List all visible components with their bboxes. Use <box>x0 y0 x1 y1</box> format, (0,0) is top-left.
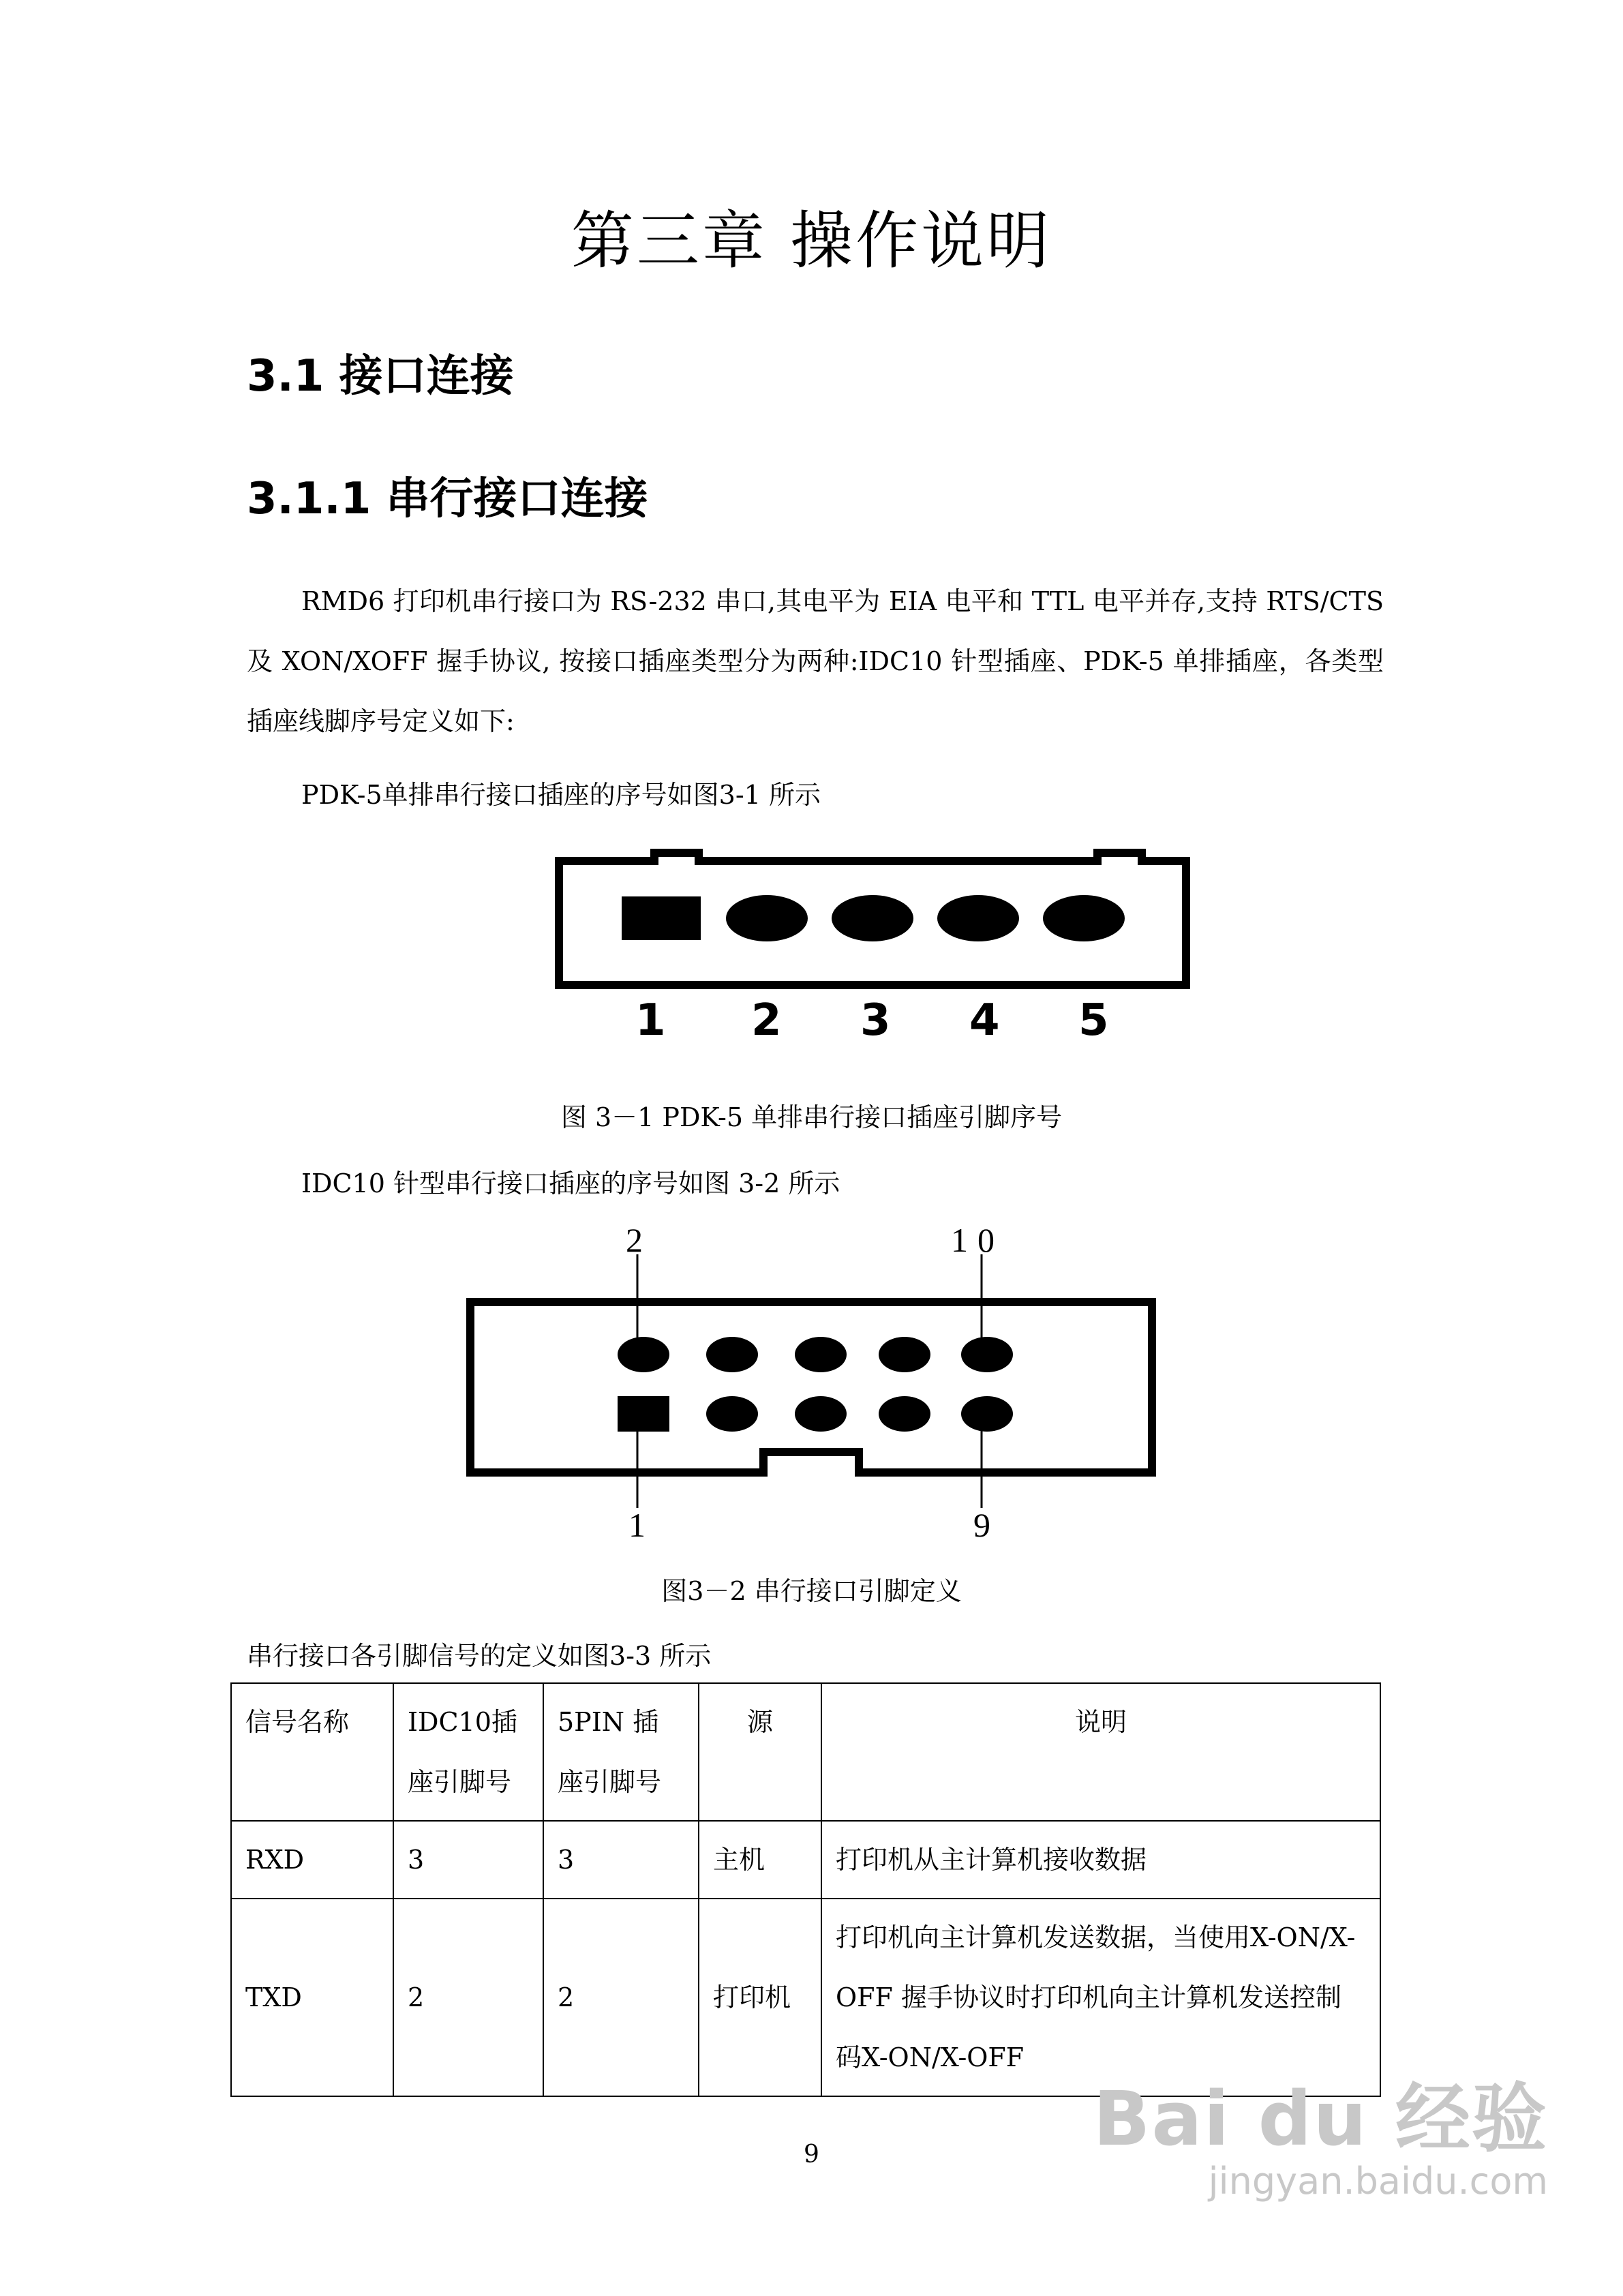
idc-label-bottom-right: 9 <box>973 1506 990 1544</box>
idc-pin-8 <box>879 1337 930 1372</box>
cell-5pin-pin: 2 <box>543 1899 699 2096</box>
section-heading: 3.1 接口连接 <box>247 351 514 402</box>
cell-source: 主机 <box>699 1821 821 1899</box>
chapter-title: 第三章 操作说明 <box>571 205 1052 277</box>
baidu-jingyan-watermark <box>1093 2059 1548 2203</box>
header-source: 源 <box>699 1683 821 1821</box>
header-5pin-pin: 5PIN 插座引脚号 <box>543 1683 699 1821</box>
intro-paragraph <box>247 571 1384 751</box>
pdk5-pin-label-4: 4 <box>969 995 1000 1046</box>
header-idc10-pin: IDC10插座引脚号 <box>393 1683 543 1821</box>
pdk-reference-text: PDK-5单排串行接口插座的序号如图3-1 所示 <box>301 780 821 810</box>
idc-pin-4 <box>706 1337 758 1372</box>
cell-description: 打印机从主计算机接收数据 <box>821 1821 1380 1899</box>
cell-source: 打印机 <box>699 1899 821 2096</box>
signal-definition-table <box>230 1682 1381 2097</box>
cell-signal: TXD <box>231 1899 393 2096</box>
pdk5-pin-label-3: 3 <box>860 995 891 1046</box>
idc-pin-5 <box>795 1396 847 1432</box>
idc-pin-6 <box>795 1337 847 1372</box>
watermark-logo: Bai du 经验 <box>1093 2075 1548 2162</box>
header-signal-name: 信号名称 <box>231 1683 393 1821</box>
pdk5-pin-1-square <box>622 896 701 940</box>
pdk5-pin-5 <box>1043 895 1125 941</box>
cell-description: 打印机向主计算机发送数据，当使用X-ON/X-OFF 握手协议时打印机向主计算机发送控制码X-ON/X-OFF <box>821 1899 1380 2096</box>
pdk5-pin-label-2: 2 <box>751 995 782 1046</box>
watermark-url: jingyan.baidu.com <box>1208 2160 1548 2203</box>
table-reference-text: 串行接口各引脚信号的定义如图3-3 所示 <box>247 1641 712 1671</box>
cell-idc10-pin: 2 <box>393 1899 543 2096</box>
pdk5-pin-3 <box>832 895 913 941</box>
intro-text: RMD6 打印机串行接口为 RS-232 串口,其电平为 EIA 电平和 TTL 电平并存,支持 RTS/CTS 及 XON/XOFF 握手协议, 按接口插座类型分为两种:IDC10 针型插座、PDK-5 单排插座，各类型插座线脚序号定义如下: <box>247 586 1384 736</box>
idc-pin-9 <box>961 1396 1013 1432</box>
idc-pin-2 <box>618 1337 669 1372</box>
pdk5-pin-label-5: 5 <box>1078 995 1109 1046</box>
pdk5-pin-label-1: 1 <box>635 995 666 1046</box>
page-number: 9 <box>804 2141 819 2169</box>
cell-5pin-pin: 3 <box>543 1821 699 1899</box>
cell-idc10-pin: 3 <box>393 1821 543 1899</box>
header-description: 说明 <box>821 1683 1380 1821</box>
subsection-heading: 3.1.1 串行接口连接 <box>247 474 648 524</box>
idc10-housing-outline <box>470 1302 1152 1472</box>
idc-label-top-left: 2 <box>626 1221 643 1259</box>
idc-pin-10 <box>961 1337 1013 1372</box>
table-header-row <box>231 1683 1380 1821</box>
idc-pin-7 <box>879 1396 930 1432</box>
idc-label-top-right: 10 <box>951 1221 1004 1259</box>
figure1-caption: 图 3－1 PDK-5 单排串行接口插座引脚序号 <box>560 1102 1063 1132</box>
idc10-connector-diagram <box>464 1254 1172 1527</box>
table-row <box>231 1821 1380 1899</box>
cell-signal: RXD <box>231 1821 393 1899</box>
idc-pin-1-square <box>618 1396 669 1432</box>
figure2-caption: 图3－2 串行接口引脚定义 <box>661 1576 962 1606</box>
pdk5-pin-4 <box>937 895 1019 941</box>
idc-label-bottom-left: 1 <box>628 1506 646 1544</box>
idc-pin-3 <box>706 1396 758 1432</box>
pdk5-pin-2 <box>726 895 808 941</box>
idc-reference-text: IDC10 针型串行接口插座的序号如图 3-2 所示 <box>301 1168 840 1198</box>
